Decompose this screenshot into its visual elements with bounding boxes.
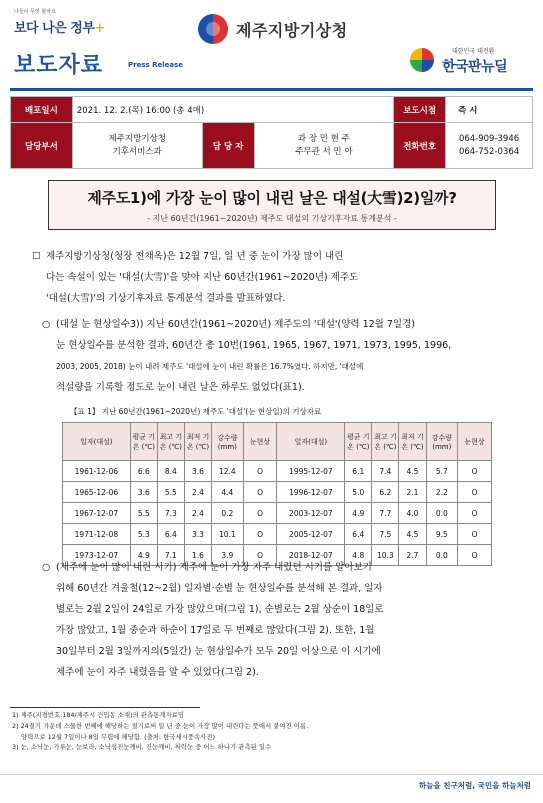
table-cell: O (458, 524, 492, 545)
dept-line-2: 기후서비스과 (112, 146, 162, 157)
footer-divider (0, 774, 543, 775)
gov-slogan: 나들이 무엇 할까요 (14, 9, 56, 15)
paragraph-line (42, 314, 524, 335)
table-cell: 2.7 (399, 545, 426, 566)
paragraph-line: 30일부터 2월 3일까지의(5일간) 눈 현상일수가 모두 20일 이상으로 이 시기에 (56, 646, 381, 657)
column-header: 최고 기온 (℃) (372, 423, 399, 461)
paragraph-line: 적설량을 기록할 정도로 눈이 내린 날은 하루도 없었다(표1). (56, 382, 305, 393)
table-cell: 2.4 (184, 503, 211, 524)
paragraph-line: 위해 60년간 겨울철(12~2월) 일자별·순별 눈 현상일수를 분석해 본 결과, 일자 (56, 583, 383, 594)
table-cell: 1971-12-08 (63, 524, 131, 545)
table-row (63, 503, 492, 524)
table-cell: O (458, 461, 492, 482)
table-cell: 6.4 (345, 524, 372, 545)
table-cell: 3.6 (130, 482, 157, 503)
org-logo (198, 14, 348, 44)
table-cell: 5.5 (157, 482, 184, 503)
gov-logo-plus: + (94, 21, 105, 36)
table-cell: O (458, 482, 492, 503)
paragraph-line (42, 557, 524, 578)
paragraph-intro (32, 246, 522, 309)
embargo-value: 즉 시 (446, 97, 533, 123)
table-cell: 1973-12-07 (63, 545, 131, 566)
dept-label: 담당부서 (11, 123, 73, 169)
table-cell: 1995-12-07 (277, 461, 345, 482)
table-cell: 3.9 (212, 545, 244, 566)
paragraph-line: 제주에 눈이 자주 내렸음을 알 수 있었다(그림 2). (56, 667, 259, 678)
table-cell: 7.4 (372, 461, 399, 482)
gov-logo-text: 보다 나은 정부 (14, 21, 95, 36)
paragraph-snow-period (42, 557, 524, 683)
table-cell: 2.4 (184, 482, 211, 503)
paragraph-line: 2003, 2005, 2018) 눈이 내려 제주도 '대설에 눈이 내린 확률은 16.7%였다. 하지만, '대설에 (56, 362, 364, 371)
table-cell: 4.4 (212, 482, 244, 503)
table-cell: 10.3 (372, 545, 399, 566)
table-cell: 5.0 (345, 482, 372, 503)
headline: 제주도1)에 가장 눈이 많이 내린 날은 대설(大雪)2)일까? (87, 189, 457, 207)
column-header: 평균 기온 (℃) (345, 423, 372, 461)
table-cell: 2003-12-07 (277, 503, 345, 524)
column-header: 일자(대설) (63, 423, 131, 461)
square-bullet-icon: ☐ (32, 251, 41, 262)
footnote: 양력으로 12월 7일이나 8일 무렵에 해당함. (출처: 한국세시풍속사전) (21, 732, 215, 741)
paragraph-line: '대설(大雪)'의 기상기후자료 통계분석 결과를 발표하였다. (46, 293, 286, 304)
table-cell: 4.5 (399, 461, 426, 482)
column-header: 평균 기온 (℃) (130, 423, 157, 461)
headline-box (48, 180, 496, 230)
staff-label: 담 당 자 (202, 123, 254, 169)
table-cell: O (243, 503, 277, 524)
embargo-label: 보도시점 (394, 97, 446, 123)
table-cell: 3.3 (184, 524, 211, 545)
table-cell: 2018-12-07 (277, 545, 345, 566)
table-cell: O (243, 482, 277, 503)
table-cell: 2.1 (399, 482, 426, 503)
footer-slogan: 하늘을 친구처럼, 국민을 하늘처럼 (418, 781, 531, 790)
phone-value (446, 123, 533, 169)
paragraph-snow-days (42, 314, 524, 398)
taeguk-emblem-icon (198, 14, 228, 44)
table-cell: 0.0 (426, 545, 458, 566)
table-cell: 4.5 (399, 524, 426, 545)
table-cell: 6.6 (130, 461, 157, 482)
paragraph-line: 다는 속설이 있는 '대설(大雪)'을 맞아 지난 60년간(1961~2020년) 제주도 (46, 272, 359, 283)
table-cell: 1.6 (184, 545, 211, 566)
paragraph-line (32, 246, 522, 267)
press-title: 보도자료 (14, 53, 104, 78)
paragraph-line: 별로는 2월 2일이 24일로 가장 많았으며(그림 1), 순별로는 2월 상순이 18일로 (56, 604, 384, 615)
table-cell: 0.2 (212, 503, 244, 524)
press-subtitle: Press Release (128, 61, 184, 69)
table-cell: 4.9 (130, 545, 157, 566)
table-cell: 3.6 (184, 461, 211, 482)
table-cell: 7.5 (372, 524, 399, 545)
column-header: 눈현상 (243, 423, 277, 461)
phone-label: 전화번호 (394, 123, 446, 169)
table-cell: 2.2 (426, 482, 458, 503)
column-header: 강수량 (mm) (212, 423, 244, 461)
paragraph-line: 눈 현상일수를 분석한 결과, 60년간 총 10번(1961, 1965, 1967, 1971, 1973, 1995, 1996, (56, 340, 452, 351)
phone-line-1: 064-909-3946 (458, 134, 520, 145)
table-cell: 7.3 (157, 503, 184, 524)
footnote-divider (10, 707, 200, 708)
table-cell: 4.8 (345, 545, 372, 566)
table-cell: O (458, 545, 492, 566)
page-header (0, 0, 543, 92)
table-cell: 6.4 (157, 524, 184, 545)
gov-logo (14, 17, 105, 36)
staff-line-2: 주무관 서 민 아 (295, 146, 353, 157)
table-header-row (63, 423, 492, 461)
column-header: 최고 기온 (℃) (157, 423, 184, 461)
table-caption: 【표 1】 지난 60년간(1961~2020년) 제주도 '대설'(눈 현상일)의 기상자료 (70, 407, 322, 416)
column-header: 최저 기온 (℃) (184, 423, 211, 461)
release-label: 배포일시 (11, 97, 73, 123)
table-cell: 1965-12-06 (63, 482, 131, 503)
org-name: 제주지방기상청 (236, 20, 348, 40)
table-cell: 6.2 (372, 482, 399, 503)
footnote: 2) 24절기 가운데 스물한 번째에 해당하는 절기로써 일 년 중 눈이 가장 많이 내린다는 뜻에서 붙여진 이름. (12, 721, 309, 730)
table-cell: 1961-12-06 (63, 461, 131, 482)
header-divider (10, 88, 533, 91)
column-header: 최저 기온 (℃) (399, 423, 426, 461)
table-row (63, 482, 492, 503)
dept-value (72, 123, 202, 169)
table-cell: 7.7 (372, 503, 399, 524)
table-cell: 1967-12-07 (63, 503, 131, 524)
table-cell: O (243, 524, 277, 545)
new-deal-small-text: 대한민국 대전환 (452, 48, 495, 55)
new-deal-big-text: 한국판뉴딜 (442, 59, 508, 75)
table-cell: 7.1 (157, 545, 184, 566)
table-cell: 1996-12-07 (277, 482, 345, 503)
headline-subtitle: - 지난 60년간(1961~2020년) 제주도 대설의 기상기후자료 통계분석 - (147, 214, 397, 223)
phone-line-2: 064-752-0364 (458, 146, 520, 157)
paragraph-line: 가장 많았고, 1월 중순과 하순이 17일로 두 번째로 많았다(그림 2). 또한, 1월 (56, 625, 375, 636)
table-cell: 4.9 (345, 503, 372, 524)
table-cell: 12.4 (212, 461, 244, 482)
paragraph-text: (대설 눈 현상일수3)) 지난 60년간(1961~2020년) 제주도의 '대설'(양력 12월 7일경) (56, 319, 415, 330)
paragraph-text: 제주지방기상청(청장 전채옥)은 12월 7일, 일 년 중 눈이 가장 많이 내린 (46, 251, 344, 262)
footnote: 1) 제주(지점번호:184/제주시 건입동 소재)의 관측통계자료임 (12, 711, 184, 719)
table-cell: 4.0 (399, 503, 426, 524)
circle-bullet-icon: ○ (42, 319, 51, 330)
circle-bullet-icon: ○ (42, 562, 51, 573)
korean-new-deal-logo (402, 44, 532, 78)
release-info-table (10, 96, 533, 169)
release-value: 2021. 12. 2.(목) 16:00 (총 4매) (72, 97, 393, 123)
table-cell: 6.1 (345, 461, 372, 482)
table-row (63, 461, 492, 482)
footnotes (12, 710, 532, 753)
table-cell: 5.3 (130, 524, 157, 545)
staff-value (254, 123, 394, 169)
table-cell: 5.5 (130, 503, 157, 524)
table-cell: 2005-12-07 (277, 524, 345, 545)
table-cell: 5.7 (426, 461, 458, 482)
table-row (63, 524, 492, 545)
table-cell: 0.0 (426, 503, 458, 524)
footnote: 3) 눈, 소낙눈, 가루눈, 눈보라, 소낙성진눈깨비, 진눈깨비, 싸락눈 중 어느 하나가 관측된 일수 (12, 743, 272, 752)
new-deal-pinwheel-icon (410, 48, 434, 72)
snow-data-table (62, 422, 492, 566)
table-cell: O (243, 461, 277, 482)
table-cell: O (243, 545, 277, 566)
table-cell: 9.5 (426, 524, 458, 545)
table-cell: 8.4 (157, 461, 184, 482)
staff-line-1: 과 장 민 현 주 (297, 134, 350, 145)
column-header: 강수량 (mm) (426, 423, 458, 461)
dept-line-1: 제주지방기상청 (108, 134, 166, 145)
column-header: 눈현상 (458, 423, 492, 461)
table-cell: 10.1 (212, 524, 244, 545)
column-header: 일자(대설) (277, 423, 345, 461)
paragraph-text: (제주에 눈이 많이 내린 시기) 제주에 눈이 가장 자주 내렸던 시기를 알아보기 (56, 562, 372, 573)
table-cell: O (458, 503, 492, 524)
